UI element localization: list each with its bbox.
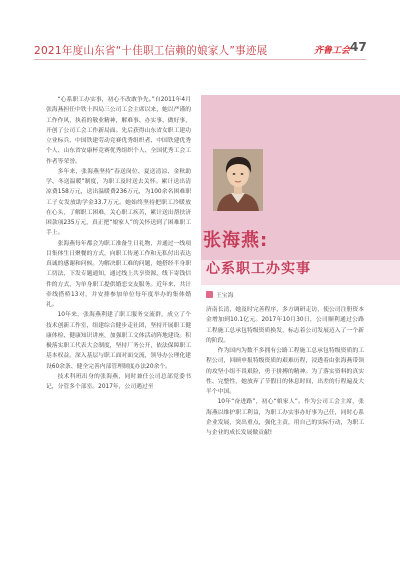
body-paragraph: 多年来，张海燕坚持“春送岗位、夏送清凉、金秋助学、冬送温暖”制度，为职工及时送去关怀。累计送出清凉费158万元，送出温暖费236万元，为100余名困难职工子女发放助学金33.7万元。她始终坚持把职工冷暖放在心头，了解职工困难，关心职工疾苦，累计送出帮扶济困款项235万元，真正把“娘家人”的关怀送到了困难职工手上。 xyxy=(46,168,191,237)
body-paragraph: 10年“奋进路”，初心“娘家人”。作为公司工会主席，张海燕以维护职工利益，为职工办实事办好事为己任，同时心系企业发展，突出重点，强化主责，用自己的实际行动，为职工与企业的成长发展做贡献! xyxy=(206,399,364,436)
author-name: 王宝海 xyxy=(216,293,234,299)
page-header xyxy=(0,0,400,70)
body-paragraph: 张海燕每年都会为职工准备生日礼物，并通过一线项目集体生日聚餐的方式，向职工传递工作和无私付出表达真诚的感谢和问候。为解决职工难的问题，她搭经半身职工切法，下发专题通知，通过线上共享资源，线下寄钱信件的方式，为单身职工提供婚恋交友服务。近年来，共计牵线搭桥13对，并安排参加单位每年度举办的集体婚礼。 xyxy=(46,240,191,308)
body-paragraph: “心系职工办实事，初心不改敢争先。”自2011年4月张海燕担任中铁十四局三公司工会主席以来，她以严谨的工作作风，执着的敬业精神，解难事、办实事、做好事，开创了公司工会工作新局面。先后获得山东省女职工建功立业标兵、中国铁建劳动竞赛优秀组织者、中国铁建优秀个人、山东省安康杯竞赛优秀组织个人、全国优秀工会工作者等荣誉。 xyxy=(46,97,191,165)
person-name: 张海燕: xyxy=(203,230,269,251)
feature-headline: 心系职工办实事 xyxy=(206,261,311,277)
pen-icon xyxy=(206,291,213,298)
body-paragraph: 10年来，张海燕利建了职工服务交流群，成立了个技术创新工作室，组建综合健步走社团，坚持开展职工健康体检、健康知识讲座，加强职工文体活动阵地建设。积极落实职工代表大会制度，坚持厂务公开，依法保障职工基本权益。深入基层与职工面对面交流，领导办公理化建设60余条、健全完善内部管理制度办法20余个。 xyxy=(46,312,191,370)
header-divider xyxy=(34,59,366,60)
left-column xyxy=(46,95,191,560)
magazine-brand: 齐鲁工会 xyxy=(314,46,351,56)
body-paragraph: 济南长清，她及时完善程序，多方调研走访，使公司注册资本金增加到10.1亿元。2017年10月30日，公司顺利通过公路工程施工总承包特级资质换发，标志着公司发展迈入了一个新的阶段。 xyxy=(206,307,364,344)
page-number: 47 xyxy=(350,40,367,54)
portrait-photo xyxy=(213,149,263,211)
right-column xyxy=(206,305,364,560)
body-paragraph: 作为国内为数不多拥有公路工程施工总承包特级资质的工程公司，回顾申报特级资质的艰难历程，浸透着由张海燕带领的攻坚小组不畏艰险，勇于拼搏的精神。为了落实资料的真实性、完整性，她放弃了节假日的休息时间，出差的行程遍及大半个中国。 xyxy=(206,348,364,395)
body-paragraph: 技术科班出身的张海燕，同时兼任公司总部党委书记，分管多个部室。2017年，公司遇过至 xyxy=(46,373,191,390)
header-title: 2021年度山东省“十佳职工信赖的娘家人”事迹展 xyxy=(34,45,268,57)
